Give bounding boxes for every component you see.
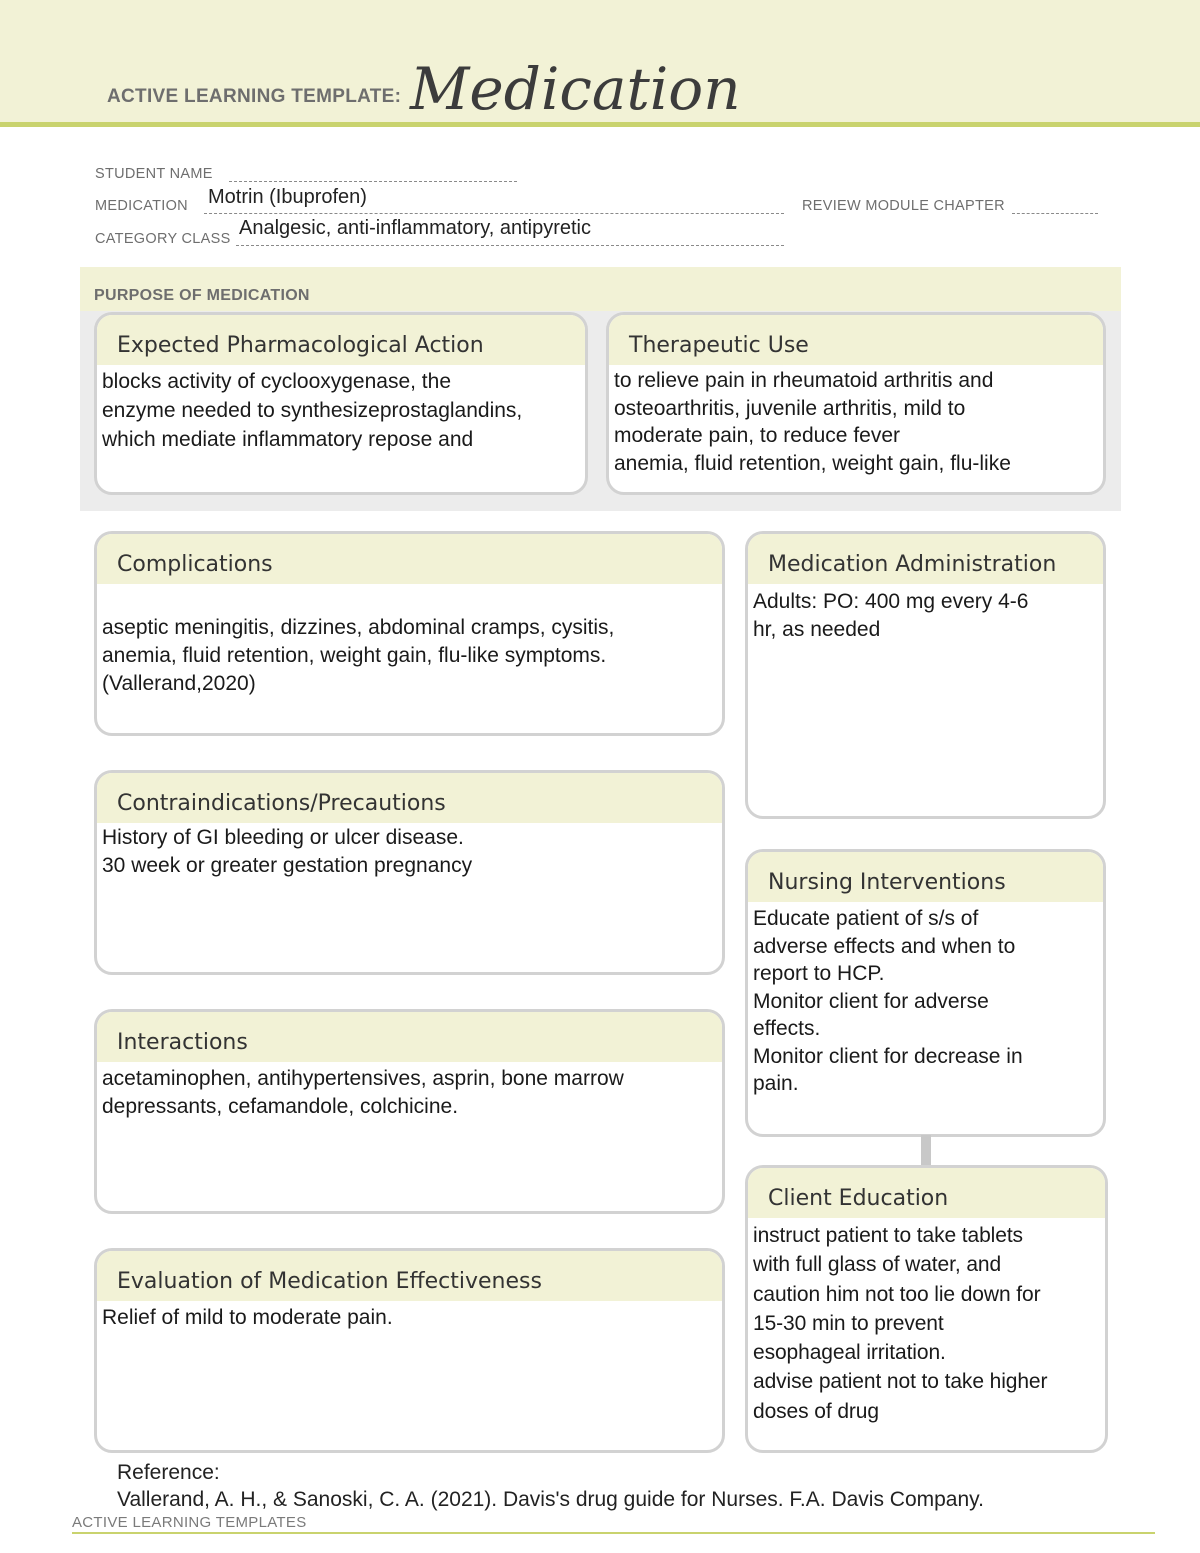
- medication-label: MEDICATION: [95, 198, 188, 214]
- contraindications-title: Contraindications/Precautions: [117, 791, 446, 816]
- reference-text: Vallerand, A. H., & Sanoski, C. A. (2021). Davis's drug guide for Nurses. F.A. Davis Company.: [117, 1488, 984, 1511]
- medication-field[interactable]: [204, 213, 784, 214]
- expected-action-box: [94, 312, 588, 495]
- nursing-interventions-box: [745, 849, 1106, 1137]
- therapeutic-use-text[interactable]: to relieve pain in rheumatoid arthritis and osteoarthritis, juvenile arthritis, mild to moderate pain, to reduce fever anemia, fluid retention, weight gain, flu-like: [614, 369, 1011, 475]
- review-module-field[interactable]: [1012, 213, 1098, 214]
- complications-text[interactable]: aseptic meningitis, dizzines, abdominal cramps, cysitis, anemia, fluid retention, weight gain, flu-like symptoms. (Vallerand,2020): [102, 616, 615, 695]
- client-education-title: Client Education: [768, 1186, 949, 1211]
- category-class-value: Analgesic, anti-inflammatory, antipyretic: [239, 217, 591, 239]
- nursing-interventions-title: Nursing Interventions: [768, 870, 1006, 895]
- therapeutic-use-title: Therapeutic Use: [629, 333, 809, 358]
- complications-box: [94, 531, 725, 736]
- interactions-text[interactable]: acetaminophen, antihypertensives, asprin, bone marrow depressants, cefamandole, colchicine.: [102, 1067, 624, 1118]
- contraindications-box: [94, 770, 725, 975]
- administration-title: Medication Administration: [768, 552, 1057, 577]
- purpose-label: PURPOSE OF MEDICATION: [94, 287, 310, 304]
- interactions-header: [97, 1012, 722, 1062]
- medication-value: Motrin (Ibuprofen): [208, 186, 367, 208]
- client-education-box: [745, 1165, 1108, 1453]
- expected-action-header: [97, 315, 585, 365]
- template-label: ACTIVE LEARNING TEMPLATE:: [107, 86, 402, 107]
- contraindications-header: [97, 773, 722, 823]
- evaluation-header: [97, 1251, 722, 1301]
- evaluation-title: Evaluation of Medication Effectiveness: [117, 1269, 542, 1294]
- nursing-interventions-header: [748, 852, 1103, 902]
- evaluation-text[interactable]: Relief of mild to moderate pain.: [102, 1306, 393, 1329]
- section-connector: [921, 1135, 931, 1165]
- administration-text[interactable]: Adults: PO: 400 mg every 4-6 hr, as needed: [753, 590, 1029, 641]
- contraindications-text[interactable]: History of GI bleeding or ulcer disease. 30 week or greater gestation pregnancy: [102, 826, 473, 877]
- administration-header: [748, 534, 1103, 584]
- review-module-label: REVIEW MODULE CHAPTER: [802, 198, 1005, 214]
- evaluation-box: [94, 1248, 725, 1453]
- category-class-field[interactable]: [236, 245, 784, 246]
- student-name-label: STUDENT NAME: [95, 166, 213, 182]
- page-title: Medication: [410, 55, 741, 123]
- category-class-label: CATEGORY CLASS: [95, 231, 231, 247]
- client-education-text[interactable]: instruct patient to take tablets with full glass of water, and caution him not too lie down for 15-30 min to prevent esophageal irritation. advise patient not to take higher doses of drug: [753, 1224, 1048, 1423]
- interactions-title: Interactions: [117, 1030, 248, 1055]
- interactions-box: [94, 1009, 725, 1214]
- expected-action-title: Expected Pharmacological Action: [117, 333, 484, 358]
- complications-title: Complications: [117, 552, 273, 577]
- footer-divider: [72, 1532, 1155, 1534]
- administration-box: [745, 531, 1106, 819]
- therapeutic-use-box: [606, 312, 1106, 495]
- student-name-field[interactable]: [229, 181, 517, 182]
- expected-action-text[interactable]: blocks activity of cyclooxygenase, the enzyme needed to synthesizeprostaglandins, which mediate inflammatory repose and: [102, 370, 523, 451]
- reference-title: Reference:: [117, 1461, 220, 1484]
- nursing-interventions-text[interactable]: Educate patient of s/s of adverse effects and when to report to HCP. Monitor client for adverse effects. Monitor client for decrease in pain.: [753, 907, 1023, 1095]
- client-education-header: [748, 1168, 1105, 1218]
- complications-header: [97, 534, 722, 584]
- therapeutic-use-header: [609, 315, 1103, 365]
- footer-label: ACTIVE LEARNING TEMPLATES: [72, 1514, 307, 1531]
